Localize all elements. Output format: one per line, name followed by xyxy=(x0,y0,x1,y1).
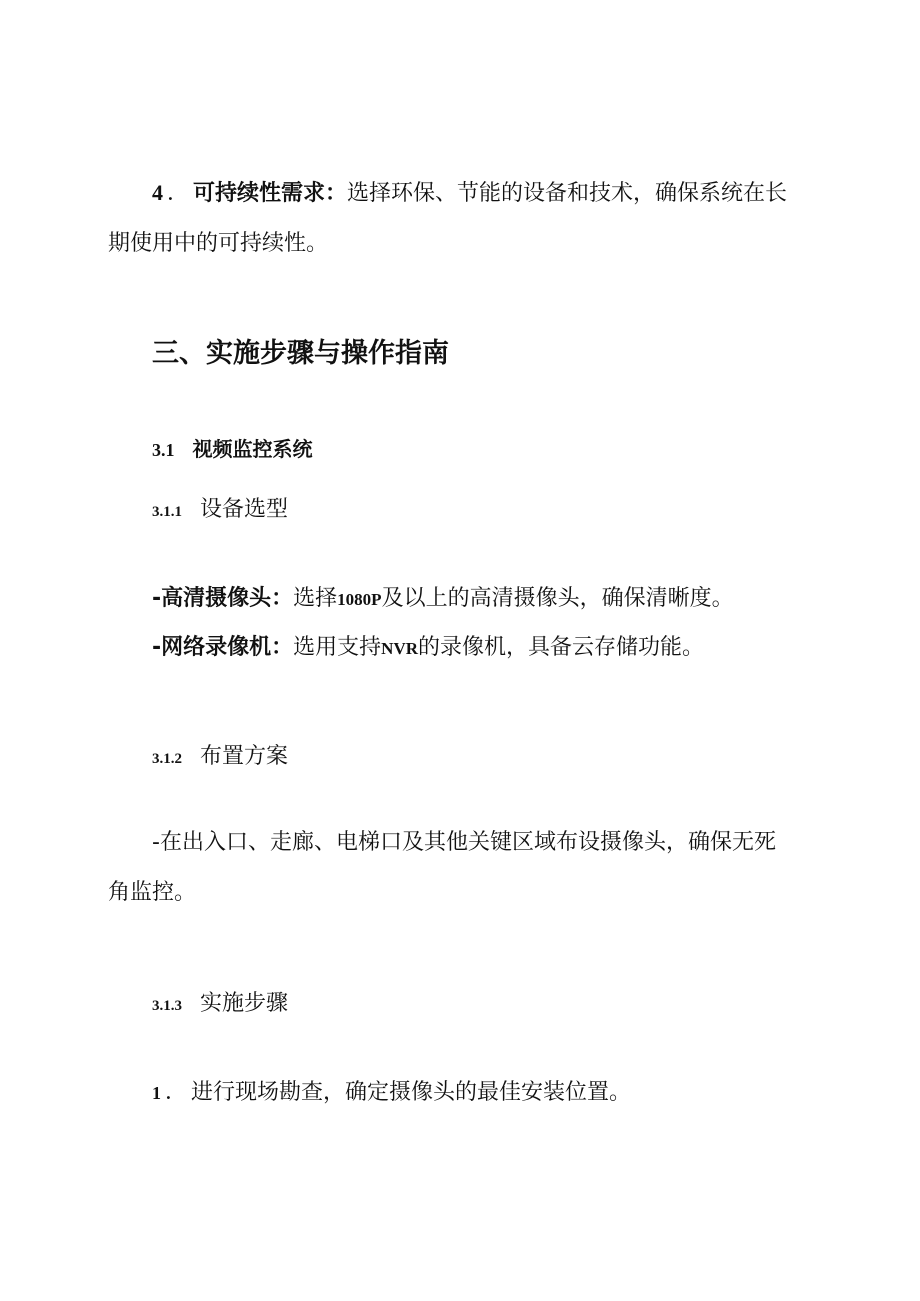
item-text-line-1: 选择环保、节能的设备和技术，确保系统在长 xyxy=(347,181,788,206)
step-1 xyxy=(152,1075,631,1106)
bullet-latin: NVR xyxy=(381,639,419,658)
subsubsection-heading-3-1-3 xyxy=(152,986,288,1017)
bullet-lead: 高清摄像头： xyxy=(161,586,294,611)
subsection-number: 3.1 xyxy=(152,440,175,460)
subsubsection-title: 实施步骤 xyxy=(200,991,289,1016)
item-lead: 可持续性需求： xyxy=(193,181,348,206)
item-separator: ． xyxy=(167,181,190,206)
paragraph-line-2: 角监控。 xyxy=(108,880,197,905)
section-heading: 三、实施步骤与操作指南 xyxy=(152,338,449,369)
bullet-lead: 网络录像机： xyxy=(161,635,294,660)
bullet-dash: - xyxy=(152,586,162,611)
bullet-latin: 1080P xyxy=(337,590,382,609)
step-text: 进行现场勘查，确定摄像头的最佳安装位置。 xyxy=(191,1080,632,1105)
bullet-dash: - xyxy=(152,635,162,660)
item-number: 4 xyxy=(152,180,163,205)
subsection-heading-3-1 xyxy=(152,433,313,462)
bullet-text-pre: 选用支持 xyxy=(293,635,382,660)
paragraph-line-2 xyxy=(108,219,820,269)
step-number: 1 xyxy=(152,1083,161,1103)
subsubsection-number: 3.1.1 xyxy=(152,504,182,520)
subsubsection-number: 3.1.3 xyxy=(152,998,182,1014)
subsubsection-title: 设备选型 xyxy=(200,497,289,522)
bullet-text-pre: 选择 xyxy=(293,586,338,611)
step-separator: ． xyxy=(165,1080,188,1105)
subsubsection-heading-3-1-2 xyxy=(152,739,288,770)
paragraph-line-1 xyxy=(108,168,820,219)
bullet-text-post: 的录像机，具备云存储功能。 xyxy=(418,635,705,660)
subsubsection-number: 3.1.2 xyxy=(152,751,182,767)
paragraph-line-1: -在出入口、走廊、电梯口及其他关键区域布设摄像头，确保无死 xyxy=(152,830,776,855)
bullet-hd-camera xyxy=(152,581,734,612)
sustainability-paragraph xyxy=(108,168,820,269)
subsubsection-heading-3-1-1 xyxy=(152,492,288,523)
layout-paragraph xyxy=(108,818,820,918)
subsubsection-title: 布置方案 xyxy=(200,744,289,769)
subsection-title: 视频监控系统 xyxy=(192,437,313,461)
item-text-line-2: 期使用中的可持续性。 xyxy=(108,231,329,256)
bullet-nvr xyxy=(152,630,704,661)
bullet-text-post: 及以上的高清摄像头，确保清晰度。 xyxy=(381,586,734,611)
